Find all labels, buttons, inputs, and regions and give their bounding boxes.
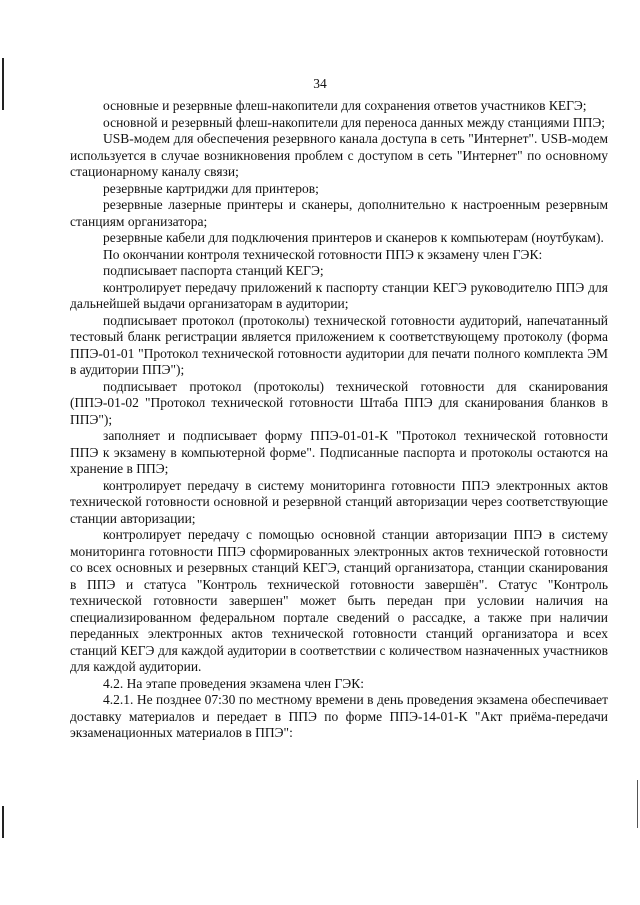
paragraph: резервные картриджи для принтеров; bbox=[103, 180, 319, 196]
paragraph: подписывает протокол (протоколы) технической готовности аудиторий, напечатанный тестовый бланк регистрации является приложением к соответствующему протоколу (форма ППЭ-01-01 "Протокол технической готовности аудитории для печати полного комплекта ЭМ в аудитории ППЭ"); bbox=[70, 312, 608, 377]
paragraph: подписывает паспорта станций КЕГЭ; bbox=[103, 263, 324, 278]
paragraph: подписывает протокол (протоколы) технической готовности для сканирования (ППЭ-01-02 "Протокол технической готовности Штаба ППЭ для сканирования бланков в ППЭ"); bbox=[70, 378, 608, 427]
section-heading: 4.2. На этапе проведения экзамена член ГЭК: bbox=[103, 675, 364, 691]
paragraph: контролирует передачу с помощью основной станции авторизации ППЭ в систему мониторинга готовности ППЭ сформированных электронных актов технической готовности со всех основных и резервных станций КЕГЭ, станций организатора, станции сканирования в ППЭ и статуса "Контроль технической готовности завершён". Статус "Контроль технической готовности завершен" может быть передан при условии наличия на специализированном федеральном портале сведений о рассадке, а также при наличии переданных электронных актов технической готовности станций организатора и всех станций КЕГЭ для каждой аудитории в соответствии с количеством назначенных участников для каждой аудитории. bbox=[70, 527, 608, 674]
page-number: 34 bbox=[313, 76, 327, 91]
scan-edge-mark-bottom bbox=[2, 806, 4, 838]
paragraph: основные и резервные флеш-накопители для сохранения ответов участников КЕГЭ; bbox=[103, 98, 587, 113]
paragraph: По окончании контроля технической готовности ППЭ к экзамену член ГЭК: bbox=[103, 246, 543, 262]
paragraph: USB-модем для обеспечения резервного канала доступа в сеть "Интернет". USB-модем используется в случае возникновения проблем с доступом в сеть "Интернет" по основному стационарному каналу связи; bbox=[70, 131, 608, 179]
paragraph: 4.2.1. Не позднее 07:30 по местному времени в день проведения экзамена обеспечивает доставку материалов и передает в ППЭ по форме ППЭ-14-01-К "Акт приёма-передачи экзаменационных материалов в ППЭ": bbox=[70, 692, 608, 740]
paragraph: контролирует передачу приложений к паспорту станции КЕГЭ руководителю ППЭ для дальнейшей выдачи организаторам в аудитории; bbox=[70, 279, 608, 311]
scan-edge-mark-right bbox=[637, 780, 638, 828]
paragraph: резервные кабели для подключения принтеров и сканеров к компьютерам (ноутбукам). bbox=[103, 230, 604, 245]
paragraph: заполняет и подписывает форму ППЭ-01-01-К "Протокол технической готовности ППЭ к экзамену в компьютерной форме". Подписанные паспорта и протоколы остаются на хранение в ППЭ; bbox=[70, 428, 608, 476]
paragraph: резервные лазерные принтеры и сканеры, дополнительно к настроенным резервным станциям организатора; bbox=[70, 197, 608, 229]
paragraph: контролирует передачу в систему мониторинга готовности ППЭ электронных актов технической готовности основной и резервной станций авторизации через соответствующие станции авторизации; bbox=[70, 477, 608, 526]
document-body bbox=[70, 98, 608, 742]
paragraph: основной и резервный флеш-накопители для переноса данных между станциями ППЭ; bbox=[103, 114, 605, 130]
